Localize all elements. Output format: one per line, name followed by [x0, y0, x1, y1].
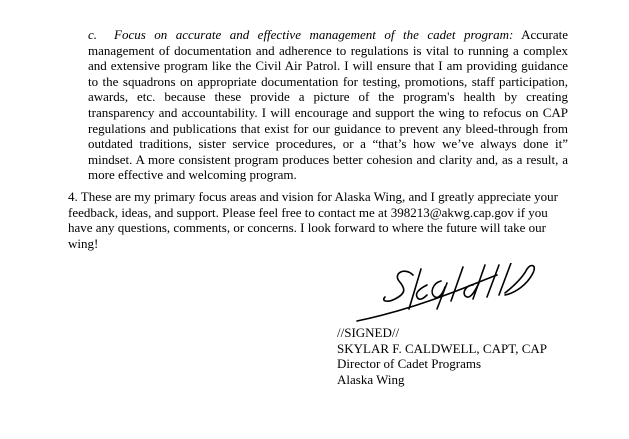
paragraph-c-body: Accurate management of documentation and adherence to regulations is vital to running a complex and extensive program like the Civil Air Patrol. I will ensure that I am providing guidance to the squadrons on appropriate documentation for testing, promotions, staff participation, awards, etc. because these provide a picture of the program's health by creating transparency and accountability. I will encourage and support the wing to refocus on CAP regulations and publications that exist for our guidance to prevent any bleed-through from outdated traditions, sister service procedures, or a “that’s how we’ve always done it” mindset. A more consistent program produces better cohesion and clarity and, as a result, a more effective and welcoming program. [88, 27, 568, 183]
paragraph-4: 4. These are my primary focus areas and vision for Alaska Wing, and I greatly appreciate your feedback, ideas, and support. Please feel free to contact me at 398213@akwg.cap.gov if you have any questions, comments, or concerns. I look forward to where the future will take our wing! [68, 189, 558, 251]
paragraph-c-heading: Focus on accurate and effective management of the cadet program: [114, 27, 514, 42]
signature-block [337, 325, 597, 387]
paragraph-c [88, 27, 568, 183]
signer-unit: Alaska Wing [337, 371, 405, 387]
paragraph-c-marker: c. [88, 27, 98, 42]
signer-name: SKYLAR F. CALDWELL, CAPT, CAP [337, 340, 547, 356]
signed-line: //SIGNED// [337, 325, 400, 340]
handwritten-signature-icon [355, 263, 545, 325]
signer-title: Director of Cadet Programs [337, 356, 482, 372]
